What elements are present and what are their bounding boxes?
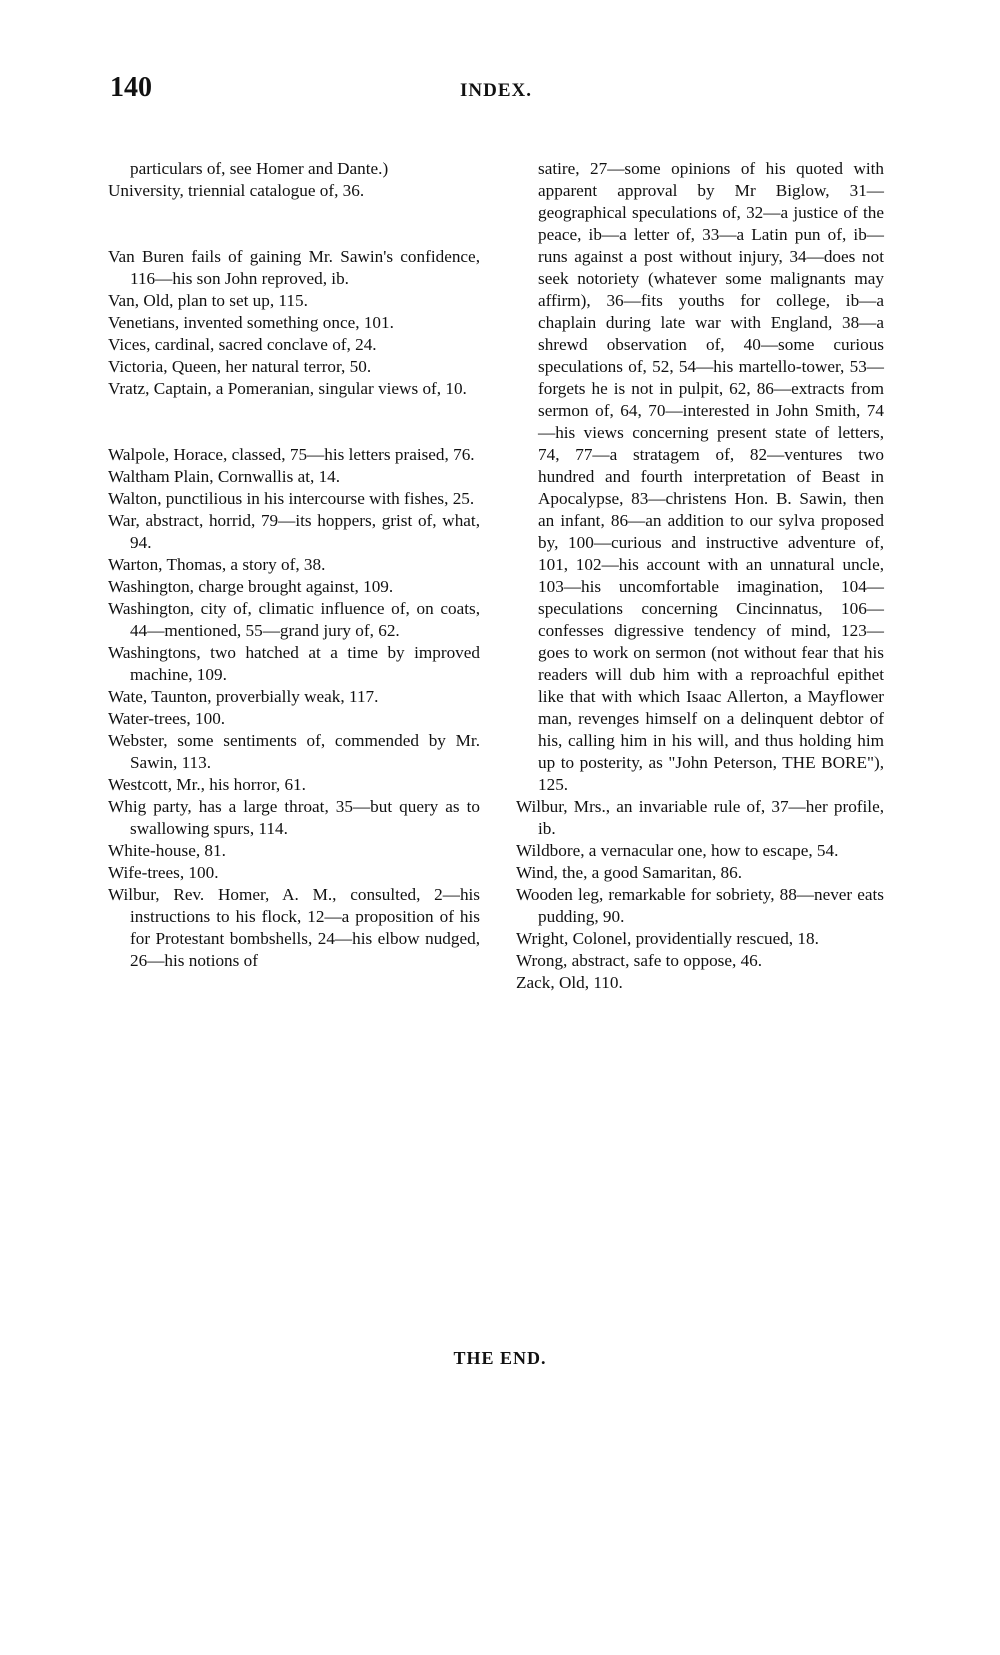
index-entry: Victoria, Queen, her natural terror, 50. — [108, 357, 372, 376]
index-entry: Warton, Thomas, a story of, 38. — [108, 555, 326, 574]
index-entry: Wate, Taunton, proverbially weak, 117. — [108, 687, 379, 706]
end-mark: THE END. — [453, 1348, 547, 1368]
index-column-left — [108, 158, 480, 972]
letter-gap — [108, 400, 480, 444]
index-entry: Washingtons, two hatched at a time by improved machine, 109. — [108, 643, 480, 684]
index-entry: Washington, city of, climatic influence of, on coats, 44—mentioned, 55—grand jury of, 62. — [108, 599, 480, 640]
index-entry: Van Buren fails of gaining Mr. Sawin's confidence, 116—his son John reproved, ib. — [108, 247, 480, 288]
index-entry: Vices, cardinal, sacred conclave of, 24. — [108, 335, 377, 354]
index-entry: Wind, the, a good Samaritan, 86. — [516, 863, 743, 882]
index-entry: Wife-trees, 100. — [108, 863, 219, 882]
index-entry: Walton, punctilious in his intercourse with fishes, 25. — [108, 489, 475, 508]
index-entry: Waltham Plain, Cornwallis at, 14. — [108, 467, 341, 486]
index-entry: University, triennial catalogue of, 36. — [108, 181, 365, 200]
index-entry: Walpole, Horace, classed, 75—his letters praised, 76. — [108, 445, 475, 464]
index-entry: Wooden leg, remarkable for sobriety, 88—never eats pudding, 90. — [516, 885, 884, 926]
running-head: INDEX. — [460, 80, 532, 101]
index-column-right — [516, 158, 884, 994]
index-entry: Zack, Old, 110. — [516, 973, 623, 992]
index-entry: Webster, some sentiments of, commended by Mr. Sawin, 113. — [108, 731, 480, 772]
index-entry: War, abstract, horrid, 79—its hoppers, grist of, what, 94. — [108, 511, 480, 552]
index-entry: Water-trees, 100. — [108, 709, 226, 728]
index-entry: Westcott, Mr., his horror, 61. — [108, 775, 306, 794]
index-entry-continuation: satire, 27—some opinions of his quoted with apparent approval by Mr Biglow, 31—geographical speculations of, 32—a justice of the peace, ib—a letter of, 33—a Latin pun of, ib—runs against a post without injury, 34—does not seek notoriety (whatever some malignants may affirm), 36—fits youths for college, ib—a chaplain during late war with England, 38—a shrewd observation of, 40—some curious speculations of, 52, 54—his martello-tower, 53—forgets he is not in pulpit, 62, 86—extracts from sermon of, 64, 70—interested in John Smith, 74—his views concerning present state of letters, 74, 77—a stratagem of, 82—ventures two hundred and fourth interpretation of Beast in Apocalypse, 83—christens Hon. B. Sawin, then an infant, 86—an addition to our sylva proposed by, 100—curious and instructive adventure of, 101, 102—his account with an unnatural uncle, 103—his uncomfortable imagination, 104—speculations concerning Cincinnatus, 106—confesses digressive tendency of mind, 123—goes to work on sermon (not without fear that his readers will dub him with a reproachful epithet like that with which Isaac Allerton, a Mayflower man, revenges himself on a delinquent debtor of his, calling him in his will, and thus holding him up to posterity, as "John Peterson, THE BORE"), 125. — [538, 159, 884, 794]
index-entry: Van, Old, plan to set up, 115. — [108, 291, 308, 310]
page-header — [110, 72, 900, 112]
index-entry: Wilbur, Rev. Homer, A. M., consulted, 2—his instructions to his flock, 12—a proposition of his for Protestant bombshells, 24—his elbow nudged, 26—his notions of — [108, 885, 480, 970]
index-entry: Vratz, Captain, a Pomeranian, singular views of, 10. — [108, 379, 467, 398]
index-entry: particulars of, see Homer and Dante.) — [130, 159, 389, 178]
index-entry: White-house, 81. — [108, 841, 226, 860]
index-entry: Venetians, invented something once, 101. — [108, 313, 394, 332]
index-entry: Wilbur, Mrs., an invariable rule of, 37—her profile, ib. — [516, 797, 884, 838]
index-entry: Washington, charge brought against, 109. — [108, 577, 394, 596]
index-entry: Whig party, has a large throat, 35—but query as to swallowing spurs, 114. — [108, 797, 480, 838]
index-entry: Wrong, abstract, safe to oppose, 46. — [516, 951, 763, 970]
index-entry: Wildbore, a vernacular one, how to escape, 54. — [516, 841, 839, 860]
page-number: 140 — [110, 72, 152, 103]
letter-gap — [108, 202, 480, 246]
index-entry: Wright, Colonel, providentially rescued, 18. — [516, 929, 819, 948]
